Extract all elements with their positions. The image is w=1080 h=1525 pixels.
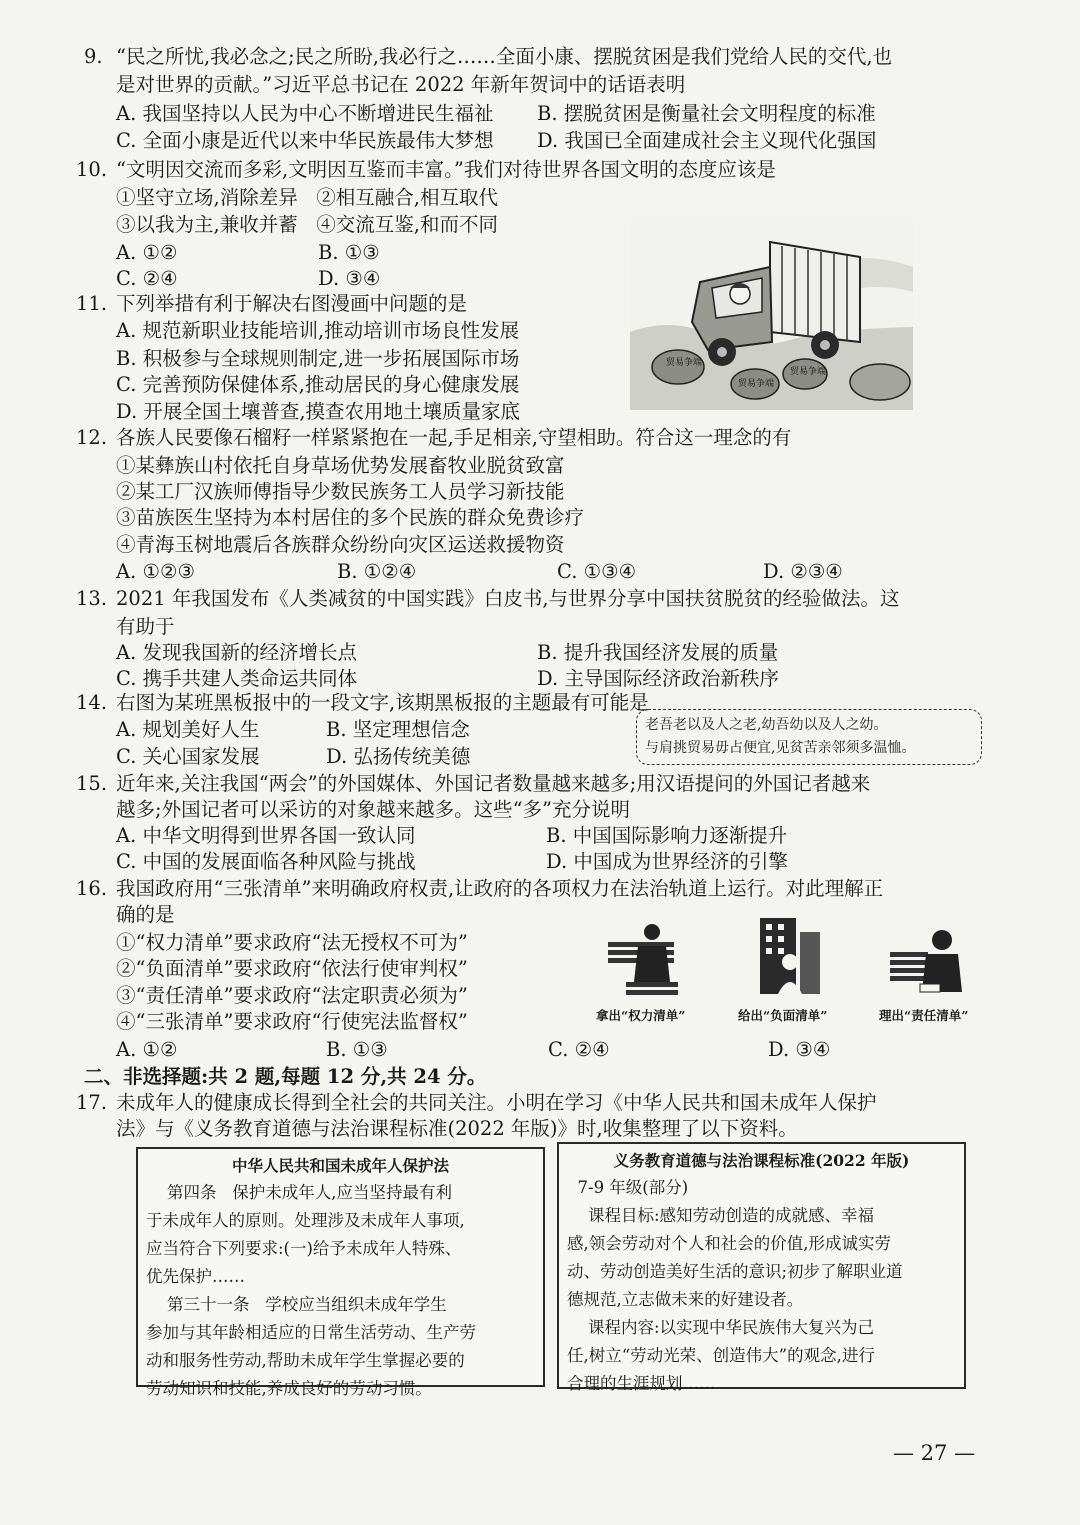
curriculum-line-6: 课程内容:以实现中华民族伟大复兴为己 xyxy=(567,1318,875,1337)
q11-stem: 下列举措有利于解决右图漫画中问题的是 xyxy=(116,292,468,315)
q14-number: 14. xyxy=(76,691,108,714)
law-excerpt-title: 中华人民共和国未成年人保护法 xyxy=(231,1156,449,1175)
curriculum-line-3: 感,领会劳动对个人和社会的价值,形成诚实劳 xyxy=(567,1234,891,1253)
law-line-8: 劳动知识和技能,养成良好的劳动习惯。 xyxy=(146,1379,432,1398)
q10-option-b: B. ①③ xyxy=(318,241,380,264)
q14-option-b: B. 坚定理想信念 xyxy=(326,718,470,741)
curriculum-line-7: 任,树立“劳动光荣、创造伟大”的观念,进行 xyxy=(567,1346,875,1365)
q15-stem-line2: 越多;外国记者可以采访的对象越来越多。这些“多”充分说明 xyxy=(116,798,631,821)
q16-item-3: ③“责任清单”要求政府“法定职责必须为” xyxy=(116,984,468,1007)
q9-option-c: C. 全面小康是近代以来中华民族最伟大梦想 xyxy=(116,129,494,152)
cartoon-label-1: 贸易争端 xyxy=(666,358,703,368)
q14-option-c: C. 关心国家发展 xyxy=(116,745,260,768)
q9-option-a: A. 我国坚持以人民为中心不断增进民生福祉 xyxy=(116,102,494,125)
caption-power-list: 拿出“权力清单” xyxy=(596,1008,686,1023)
q16-number: 16. xyxy=(76,877,108,900)
q13-option-d: D. 主导国际经济政治新秩序 xyxy=(537,667,779,690)
law-line-1: 第四条 保护未成年人,应当坚持最有利 xyxy=(146,1183,452,1202)
q12-option-b: B. ①②④ xyxy=(337,560,417,583)
q16-option-c: C. ②④ xyxy=(548,1038,610,1061)
q16-stem-line1: 我国政府用“三张清单”来明确政府权责,让政府的各项权力在法治轨道上运行。对此理解正 xyxy=(116,877,884,900)
q15-number: 15. xyxy=(76,772,108,795)
law-line-4: 优先保护…… xyxy=(146,1267,245,1286)
negative-list-icon xyxy=(760,918,820,994)
q15-option-d: D. 中国成为世界经济的引擎 xyxy=(546,850,788,873)
q16-option-d: D. ③④ xyxy=(768,1038,831,1061)
blackboard-line-2: 与肩挑贸易毋占便宜,见贫苦亲邻须多温恤。 xyxy=(645,740,916,756)
q17-stem-line1: 未成年人的健康成长得到全社会的共同关注。小明在学习《中华人民共和国未成年人保护 xyxy=(116,1091,877,1114)
q12-item-1: ①某彝族山村依托自身草场优势发展畜牧业脱贫致富 xyxy=(116,454,565,477)
curriculum-excerpt-title: 义务教育道德与法治课程标准(2022 年版) xyxy=(613,1151,910,1170)
responsibility-list-icon xyxy=(890,930,962,992)
q12-option-d: D. ②③④ xyxy=(763,560,843,583)
law-line-3: 应当符合下列要求:(一)给予未成年人特殊、 xyxy=(146,1239,462,1258)
q11-option-a: A. 规范新职业技能培训,推动培训市场良性发展 xyxy=(116,319,520,342)
q13-option-a: A. 发现我国新的经济增长点 xyxy=(116,641,357,664)
q12-option-a: A. ①②③ xyxy=(116,560,195,583)
q9-stem-line1: “民之所忧,我必念之;民之所盼,我必行之……全面小康、摆脱贫困是我们党给人民的交代,也 xyxy=(116,45,893,68)
q16-item-2: ②“负面清单”要求政府“依法行使审判权” xyxy=(116,957,468,980)
law-line-6: 参加与其年龄相适应的日常生活劳动、生产劳 xyxy=(146,1323,476,1342)
q9-option-d: D. 我国已全面建成社会主义现代化强国 xyxy=(537,129,877,152)
q9-number: 9. xyxy=(84,45,103,68)
q11-option-d: D. 开展全国土壤普查,摸查农用地土壤质量家底 xyxy=(116,400,521,423)
cartoon-label-2: 贸易争端 xyxy=(738,379,775,389)
trade-dispute-cartoon xyxy=(630,222,913,410)
law-line-5: 第三十一条 学校应当组织未成年学生 xyxy=(146,1295,447,1314)
q10-option-a: A. ①② xyxy=(116,241,178,264)
q14-stem: 右图为某班黑板报中的一段文字,该期黑板报的主题最有可能是 xyxy=(116,691,649,714)
q9-option-b: B. 摆脱贫困是衡量社会文明程度的标准 xyxy=(537,102,876,125)
q9-stem-line2: 是对世界的贡献。”习近平总书记在 2022 年新年贺词中的话语表明 xyxy=(116,73,686,96)
q12-number: 12. xyxy=(76,426,108,449)
q14-option-d: D. 弘扬传统美德 xyxy=(326,745,471,768)
curriculum-line-4: 动、劳动创造美好生活的意识;初步了解职业道 xyxy=(567,1262,903,1281)
q15-option-c: C. 中国的发展面临各种风险与挑战 xyxy=(116,850,416,873)
q10-option-c: C. ②④ xyxy=(116,267,178,290)
blackboard-line-1: 老吾老以及人之老,幼吾幼以及人之幼。 xyxy=(645,717,888,733)
q13-option-c: C. 携手共建人类命运共同体 xyxy=(116,667,358,690)
curriculum-excerpt-box xyxy=(557,1142,966,1393)
q12-stem: 各族人民要像石榴籽一样紧紧抱在一起,手足相亲,守望相助。符合这一理念的有 xyxy=(116,426,792,449)
curriculum-line-1: 7-9 年级(部分) xyxy=(567,1178,689,1197)
cartoon-label-3: 贸易争端 xyxy=(790,367,827,377)
q15-option-b: B. 中国国际影响力逐渐提升 xyxy=(546,824,788,847)
q12-option-c: C. ①③④ xyxy=(557,560,637,583)
curriculum-line-8: 合理的生涯规划…… xyxy=(567,1374,716,1393)
q10-stem: “文明因交流而多彩,文明因互鉴而丰富。”我们对待世界各国文明的态度应该是 xyxy=(116,158,776,181)
q10-number: 10. xyxy=(76,158,108,181)
q14-option-a: A. 规划美好人生 xyxy=(116,718,260,741)
q11-number: 11. xyxy=(76,292,108,315)
q15-stem-line1: 近年来,关注我国“两会”的外国媒体、外国记者数量越来越多;用汉语提问的外国记者越来 xyxy=(116,772,871,795)
q17-number: 17. xyxy=(76,1091,108,1114)
curriculum-line-5: 德规范,立志做未来的好建设者。 xyxy=(567,1290,804,1309)
law-line-2: 于未成年人的原则。处理涉及未成年人事项, xyxy=(146,1211,465,1230)
q12-item-3: ③苗族医生坚持为本村居住的多个民族的群众免费诊疗 xyxy=(116,506,585,529)
q13-option-b: B. 提升我国经济发展的质量 xyxy=(537,641,779,664)
q13-number: 13. xyxy=(76,587,108,610)
q10-items-3-4: ③以我为主,兼收并蓄 ④交流互鉴,和而不同 xyxy=(116,213,498,236)
curriculum-line-2: 课程目标:感知劳动创造的成就感、幸福 xyxy=(567,1206,875,1225)
q16-item-1: ①“权力清单”要求政府“法无授权不可为” xyxy=(116,931,468,954)
q16-stem-line2: 确的是 xyxy=(116,903,175,926)
q12-item-4: ④青海玉树地震后各族群众纷纷向灾区运送救援物资 xyxy=(116,533,565,556)
power-list-icon xyxy=(608,924,678,995)
blackboard-quote-box xyxy=(636,709,982,765)
q16-option-b: B. ①③ xyxy=(326,1038,388,1061)
q10-option-d: D. ③④ xyxy=(318,267,381,290)
q11-option-b: B. 积极参与全球规则制定,进一步拓展国际市场 xyxy=(116,347,520,370)
law-line-7: 动和服务性劳动,帮助未成年学生掌握必要的 xyxy=(146,1351,465,1370)
law-excerpt-box xyxy=(136,1147,545,1398)
page-number: — 27 — xyxy=(893,1441,976,1465)
q17-stem-line2: 法》与《义务教育道德与法治课程标准(2022 年版)》时,收集整理了以下资料。 xyxy=(116,1117,798,1140)
q13-stem-line2: 有助于 xyxy=(116,615,175,638)
q13-stem-line1: 2021 年我国发布《人类减贫的中国实践》白皮书,与世界分享中国扶贫脱贫的经验做法。这 xyxy=(116,587,900,610)
caption-negative-list: 给出“负面清单” xyxy=(738,1008,828,1023)
section-2-heading: 二、非选择题:共 2 题,每题 12 分,共 24 分。 xyxy=(84,1065,487,1088)
q10-items-1-2: ①坚守立场,消除差异 ②相互融合,相互取代 xyxy=(116,186,498,209)
q11-option-c: C. 完善预防保健体系,推动居民的身心健康发展 xyxy=(116,373,520,396)
q12-item-2: ②某工厂汉族师傅指导少数民族务工人员学习新技能 xyxy=(116,480,565,503)
q15-option-a: A. 中华文明得到世界各国一致认同 xyxy=(116,824,416,847)
q16-option-a: A. ①② xyxy=(116,1038,178,1061)
q16-item-4: ④“三张清单”要求政府“行使宪法监督权” xyxy=(116,1010,468,1033)
caption-responsibility-list: 理出“责任清单” xyxy=(879,1008,969,1023)
